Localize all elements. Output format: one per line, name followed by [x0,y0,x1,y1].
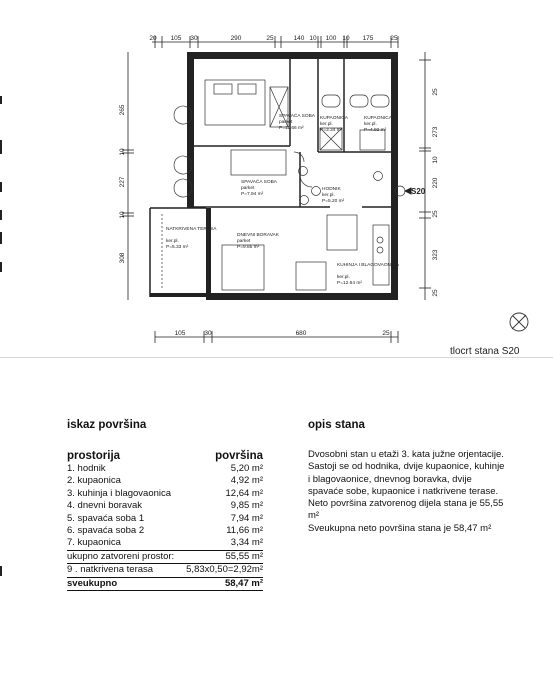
terrace-value: 5,83x0,50=2,92m² [181,564,263,577]
dim-top-3: 30 [190,35,198,42]
room-5-name: HODNIK [322,187,341,192]
row-name: 1. hodnik [67,463,106,474]
row-name: 6. spavaća soba 2 [67,525,145,537]
area-table-title: iskaz površina [67,419,147,431]
room-8-name: KUHINJA I BLAGOVAONICA [337,263,400,268]
col-area-header: površina [215,449,263,462]
dim-top-5: 25 [266,35,274,42]
row-name: 2. kupaonica [67,475,121,487]
scan-mark [0,210,2,220]
row-value: 3,34 m² [230,537,263,549]
room-6-name: NATKRIVENA TERASA [166,227,217,232]
description-line: Dvosobni stan u etaži 3. kata južne orjentacije. [308,449,504,460]
table-row [67,537,263,550]
dim-bottom-3: 680 [295,330,307,337]
subtotal-label: ukupno zatvoreni prostor: [67,550,181,563]
scan-mark [0,232,2,244]
dim-right-2: 273 [432,126,439,138]
room-1-area: P=11.66 m² [279,126,304,131]
scan-mark [0,566,2,576]
row-value: 9,85 m² [230,500,263,512]
dim-right-6: 323 [432,249,439,261]
section-divider [0,357,553,358]
description-body [308,449,508,535]
room-6-area: P=5.33 m² [166,245,189,250]
north-arrow-icon [510,313,528,331]
dim-left-2: 10 [119,148,126,156]
plan-caption: tlocrt stana S20 [450,346,520,357]
total-value: 58,47 m² [181,577,263,590]
description-line: Sastoji se od hodnika, dvije kupaonice, kuhinje i blagovaonice, dnevnog boravka, dvije spavaće sobe, kupaonice i natkrivene terase. [308,461,505,497]
row-value: 7,94 m² [230,512,263,524]
room-6-finish: ker.pl. [166,239,179,244]
room-7-area: P=9.85 m² [237,245,260,250]
room-3-name: KUPAONICA [364,116,392,121]
room-2-finish: ker.pl. [320,122,333,127]
room-8-area: P=12.64 m² [337,281,362,286]
room-7-finish: parket [237,239,251,244]
row-value: 12,64 m² [225,487,263,499]
total-label: sveukupno [67,577,181,590]
room-1-name: SPAVAĆA SOBA [279,114,315,119]
dim-right-5: 25 [432,210,439,218]
col-room-header: prostorija [67,449,121,462]
table-row [67,500,263,512]
room-4-finish: parket [241,186,255,191]
description-title: opis stana [308,419,365,431]
unit-tag: S20 [411,187,426,196]
scan-mark [0,140,2,154]
dim-right-3: 10 [432,156,439,164]
room-5-finish: ker.pl. [322,193,335,198]
scan-mark [0,96,2,104]
table-row [67,513,263,525]
room-1-finish: parket [279,120,293,125]
row-name: 4. dnevni boravak [67,500,142,512]
room-2-area: P=3.34 m² [320,128,343,133]
scan-mark [0,182,2,192]
subtotal-value: 55,55 m² [181,550,263,563]
scan-mark [0,262,2,272]
row-name: 3. kuhinja i blagovaonica [67,487,172,499]
dim-left-4: 10 [119,211,126,219]
room-8-finish: ker.pl. [337,275,350,280]
dim-top-9: 10 [342,35,350,42]
row-name: 5. spavaća soba 1 [67,512,145,524]
dim-top-8: 100 [325,35,337,42]
row-value: 11,66 m² [226,525,263,537]
dim-bottom-2: 30 [204,330,212,337]
dim-top-7: 10 [309,35,317,42]
terrace-label: 9 . natkrivena terasa [67,564,181,577]
subtotal-row [67,550,263,563]
dim-left-5: 308 [119,252,126,264]
table-row [67,463,263,475]
table-row [67,525,263,537]
room-4-area: P=7.94 m² [241,192,264,197]
table-row [67,488,263,500]
room-4-name: SPAVAĆA SOBA [241,180,277,185]
dim-top-2: 105 [170,35,182,42]
dim-top-6: 140 [293,35,305,42]
room-7-name: DNEVNI BORAVAK [237,233,279,238]
row-name: 7. kupaonica [67,537,121,549]
room-3-area: P=4.92 m² [364,128,387,133]
dim-top-4: 290 [230,35,242,42]
dim-bottom-1: 105 [174,330,186,337]
room-2-name: KUPAONICA [320,116,348,121]
row-value: 5,20 m² [230,463,263,474]
total-row [67,577,263,590]
table-row [67,475,263,487]
row-value: 4,92 m² [230,475,263,487]
dim-bottom-4: 25 [382,330,390,337]
area-table [67,449,263,591]
dim-left-3: 227 [119,176,126,188]
description-line: Neto površina zatvorenog dijela stana je 55,55 m² [308,498,504,522]
dim-left-1: 265 [119,104,126,116]
terrace-row [67,564,263,577]
dim-right-4: 220 [432,177,439,189]
dim-top-1: 20 [149,35,157,42]
description-line: Sveukupna neto površina stana je 58,47 m² [308,522,492,534]
room-5-area: P=5.20 m² [322,199,345,204]
dim-right-7: 25 [432,289,439,297]
dim-right-1: 25 [432,88,439,96]
dim-top-11: 25 [390,35,398,42]
room-3-finish: ker.pl. [364,122,377,127]
dim-top-10: 175 [362,35,374,42]
